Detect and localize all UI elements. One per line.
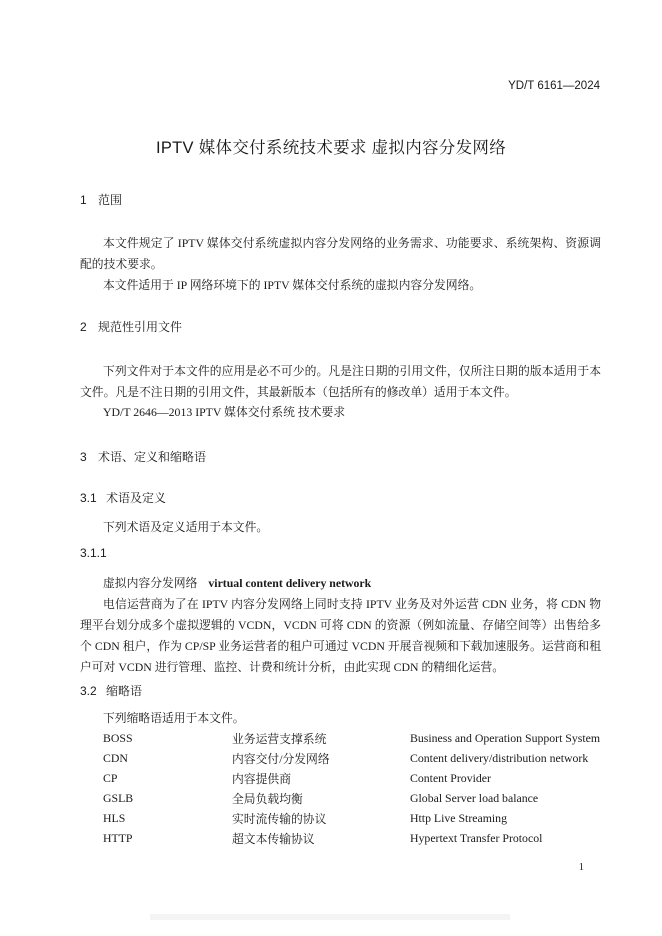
abbreviation: HTTP (103, 830, 133, 845)
section-number: 3.1 (80, 491, 97, 505)
abbreviation: CP (103, 770, 118, 785)
page-number: 1 (578, 862, 584, 873)
section-number: 3.2 (80, 684, 97, 698)
table-row (103, 748, 600, 768)
section-1-heading (80, 191, 122, 208)
abbreviation: BOSS (103, 730, 133, 745)
chinese-meaning: 超文本传输协议 (232, 831, 315, 846)
section-3-2-intro: 下列缩略语适用于本文件。 (103, 711, 245, 725)
abbreviation-table (103, 728, 600, 848)
abbreviation: GSLB (103, 790, 134, 805)
term-entry (103, 574, 371, 591)
term-chinese: 虚拟内容分发网络 (103, 576, 198, 590)
chinese-meaning: 业务运营支撑系统 (232, 731, 327, 746)
table-row (103, 728, 600, 748)
english-meaning: Business and Operation Support System (410, 730, 601, 745)
section-3-2-heading (80, 682, 142, 699)
term-number: 3.1.1 (80, 546, 107, 560)
section-title: 范围 (98, 193, 123, 207)
term-english: virtual content delivery network (208, 576, 372, 590)
table-row (103, 788, 600, 808)
english-meaning: Content Provider (410, 770, 491, 785)
table-row (103, 808, 600, 828)
chinese-meaning: 全局负载均衡 (232, 791, 303, 806)
section-3-1-heading (80, 489, 166, 506)
chinese-meaning: 实时流传输的协议 (232, 811, 327, 826)
english-meaning: Global Server load balance (410, 790, 539, 805)
section-number: 1 (80, 193, 87, 207)
english-meaning: Content delivery/distribution network (410, 750, 589, 765)
section-2-paragraph-1: 下列文件对于本文件的应用是必不可少的。凡是注日期的引用文件，仅所注日期的版本适用于本文件。凡是不注日期的引用文件，其最新版本（包括所有的修改单）适用于本文件。 (80, 364, 601, 399)
chinese-meaning: 内容提供商 (232, 771, 291, 786)
section-3-1-intro: 下列术语及定义适用于本文件。 (103, 520, 269, 534)
table-row (103, 768, 600, 788)
section-1-paragraph-1: 本文件规定了 IPTV 媒体交付系统虚拟内容分发网络的业务需求、功能要求、系统架构、资源调配的技术要求。 (80, 236, 601, 271)
english-meaning: Http Live Streaming (410, 810, 507, 825)
section-title: 术语、定义和缩略语 (98, 450, 207, 464)
standard-number: YD/T 6161—2024 (508, 80, 600, 92)
section-1-paragraph-2: 本文件适用于 IP 网络环境下的 IPTV 媒体交付系统的虚拟内容分发网络。 (103, 278, 482, 292)
document-title: IPTV 媒体交付系统技术要求 虚拟内容分发网络 (155, 139, 507, 157)
table-row (103, 828, 600, 848)
abbreviation: CDN (103, 750, 128, 765)
abbreviation: HLS (103, 810, 126, 825)
section-2-heading (80, 318, 182, 335)
section-title: 术语及定义 (106, 491, 167, 505)
section-title: 缩略语 (106, 684, 143, 698)
watermark-band (150, 910, 510, 924)
section-3-heading (80, 448, 206, 465)
normative-reference: YD/T 2646—2013 IPTV 媒体交付系统 技术要求 (103, 405, 346, 419)
english-meaning: Hypertext Transfer Protocol (410, 830, 543, 845)
section-title: 规范性引用文件 (98, 320, 183, 334)
section-number: 3 (80, 450, 87, 464)
chinese-meaning: 内容交付/分发网络 (232, 751, 330, 766)
term-definition: 电信运营商为了在 IPTV 内容分发网络上同时支持 IPTV 业务及对外运营 CDN 业务，将 CDN 物理平台划分成多个虚拟逻辑的 VCDN，VCDN 可将 CDN 的资源（例如流量、存储空间等）出售给多个 CDN 租户，作为 CP/SP 业务运营者的租户可通过 VCDN 开展音视频和下载加速服务。运营商和租户可对 VCDN 进行管理、监控、计费和统计分析，由此实现 CDN 的精细化运营。 (80, 597, 601, 674)
section-number: 2 (80, 320, 87, 334)
